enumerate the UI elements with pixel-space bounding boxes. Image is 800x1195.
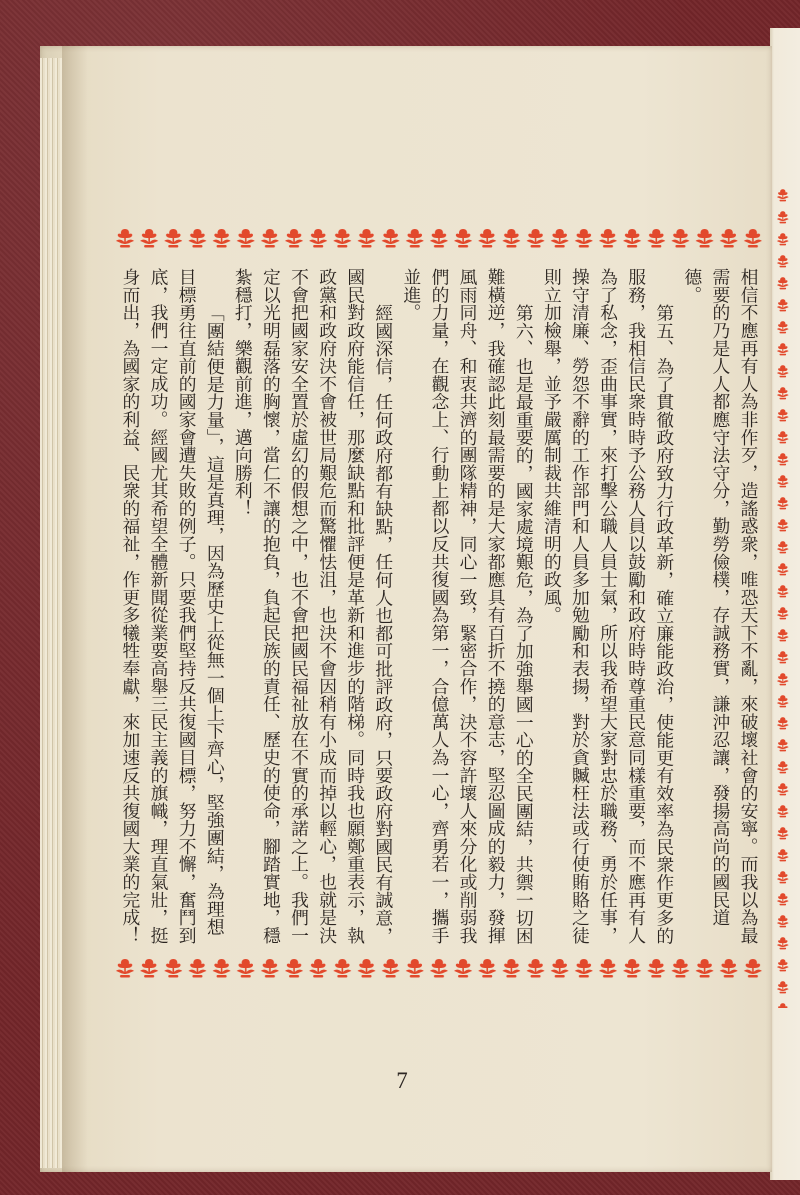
text-column: 身而出，為國家的利益、民衆的福祉，作更多犧牲奉獻，來加速反共復國大業的完成！ xyxy=(119,268,141,945)
text-column: 德。 xyxy=(681,268,703,304)
text-column: 則立加檢舉，並予嚴厲制裁共維清明的政風。 xyxy=(541,268,563,624)
text-column: 操守清廉、勞怨不辭的工作部門和人員多加勉勵和表揚，對於貪贓枉法或行使賄賂之徒 xyxy=(569,268,591,945)
text-column: 紮穩打，樂觀前進，邁向勝利！ xyxy=(232,268,254,518)
text-column: 經國深信，任何政府都有缺點，任何人也都可批評政府，只要政府對國民有誠意， xyxy=(372,303,394,945)
text-column: 定以光明磊落的胸懷，當仁不讓的抱負，負起民族的責任、歷史的使命，腳踏實地，穩 xyxy=(260,268,282,945)
text-column: 國民對政府能信任，那麼缺點和批評便是革新和進步的階梯。同時我也願鄭重表示，執 xyxy=(344,268,366,945)
text-column: 目標勇往直前的國家會遭失敗的例子。只要我們堅持反共復國目標，努力不懈，奮鬥到 xyxy=(176,268,198,945)
text-column: 並進。 xyxy=(400,268,422,322)
adjacent-page-ornament-border xyxy=(775,188,791,1008)
text-column: 風雨同舟、和衷共濟的團隊精神，同心一致，緊密合作，決不容許壞人來分化或削弱我 xyxy=(457,268,479,945)
text-column: 政黨和政府決不會被世局艱危而驚懼怯沮，也決不會因稍有小成而掉以輕心，也就是決 xyxy=(316,268,338,945)
text-column: 「團結便是力量」，這是真理，因為歷史上從無一個上下齊心，堅強團結，為理想 xyxy=(204,303,226,936)
text-column: 難橫逆，我確認此刻最需要的是大家都應具有百折不撓的意志，堅忍圖成的毅力，發揮 xyxy=(485,268,507,945)
text-column: 相信不應再有人為非作歹，造謠惑衆，唯恐天下不亂，來破壞社會的安寧。而我以為最 xyxy=(738,268,759,945)
text-column: 第五、為了貫徹政府致力行政革新，確立廉能政治，使能更有效率為民衆作更多的 xyxy=(653,303,675,945)
ornament-border-top xyxy=(113,227,765,249)
page-stack-edge xyxy=(40,58,62,1168)
text-column: 不會把國家安全置於虛幻的假想之中，也不會把國民福祉放在不實的承諾之上。我們一 xyxy=(288,268,310,945)
text-column: 們的力量，在觀念上、行動上都以反共復國為第一，合億萬人為一心，齊勇若一，攜手 xyxy=(428,268,450,945)
page-number: 7 xyxy=(396,1068,408,1093)
text-column: 服務，我相信民衆時時予公務人員以鼓勵和政府時時尊重民意同樣重要，而不應再有人 xyxy=(625,268,647,945)
ornament-border-bottom xyxy=(113,957,765,979)
text-column: 底，我們一定成功。經國尤其希望全體新聞從業要高舉三民主義的旗幟，理直氣壯，挺 xyxy=(148,268,170,945)
body-text xyxy=(115,268,762,948)
gutter-shadow xyxy=(62,46,88,1172)
text-column: 需要的乃是人人都應守法守分，勤勞儉樸，存誠務實，謙沖忍讓，發揚高尚的國民道 xyxy=(709,268,731,927)
text-column: 為了私念，歪曲事實，來打擊公職人員士氣，所以我希望大家對忠於職務、勇於任事， xyxy=(597,268,619,945)
text-column: 第六、也是最重要的，國家處境艱危，為了加強舉國一心的全民團結，共禦一切困 xyxy=(513,303,535,945)
